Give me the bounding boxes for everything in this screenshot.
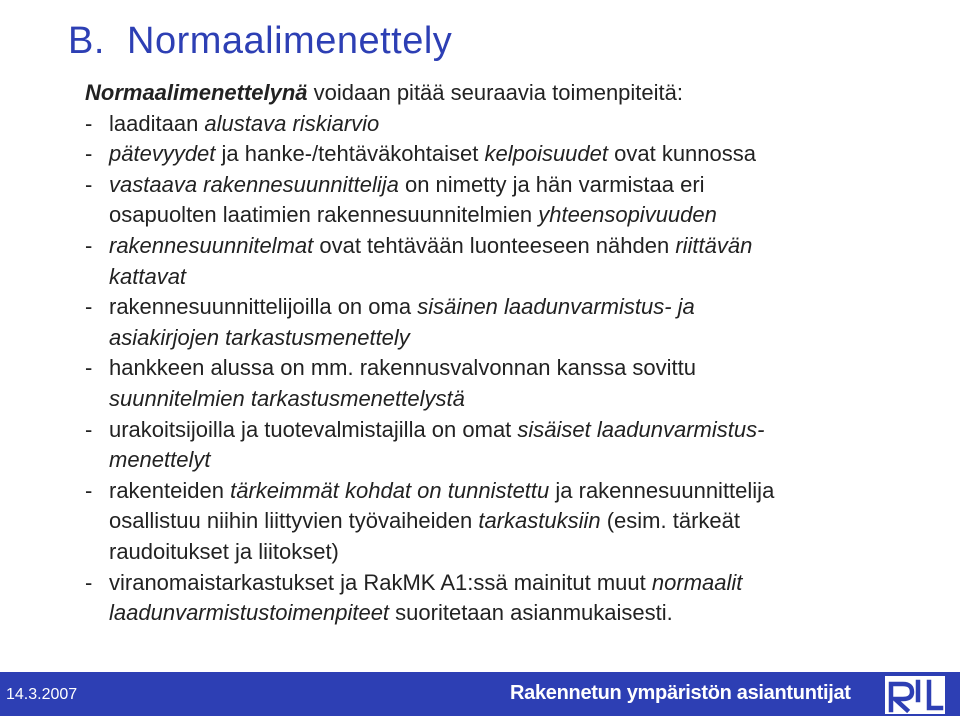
list-item-continuation: menettelyt xyxy=(109,447,211,473)
footer-bar xyxy=(0,672,960,716)
list-item-continuation: suunnitelmien tarkastusmenettelystä xyxy=(109,385,465,411)
list-item-continuation: kattavat xyxy=(109,263,187,289)
slide-title: B. Normaalimenettely xyxy=(68,20,453,62)
list-item-continuation: osallistuu niihin liittyvien työvaiheiden tarkastuksiin (esim. tärkeät xyxy=(109,508,740,534)
list-item: - hankkeen alussa on mm. rakennusvalvonnan kanssa sovittu xyxy=(85,355,697,381)
intro-line: Normaalimenettelynä voidaan pitää seuraavia toimenpiteitä: xyxy=(85,80,683,105)
list-item-continuation: laadunvarmistustoimenpiteet suoritetaan asianmukaisesti. xyxy=(109,600,673,626)
list-item: - pätevyydet ja hanke-/tehtäväkohtaiset kelpoisuudet ovat kunnossa xyxy=(85,141,756,167)
list-item: - laaditaan alustava riskiarvio xyxy=(85,110,380,136)
ril-logo-icon xyxy=(885,676,945,714)
intro-term: Normaalimenettelynä xyxy=(85,80,308,105)
list-item: - rakennesuunnitelmat ovat tehtävään luonteeseen nähden riittävän xyxy=(85,232,753,258)
footer-date: 14.3.2007 xyxy=(6,686,78,703)
list-item: - rakennesuunnittelijoilla on oma sisäinen laadunvarmistus- ja xyxy=(85,294,695,320)
list-item: - vastaava rakennesuunnittelija on nimetty ja hän varmistaa eri xyxy=(85,171,705,197)
list-item: - urakoitsijoilla ja tuotevalmistajilla on omat sisäiset laadunvarmistus- xyxy=(85,416,765,442)
list-item-continuation: raudoitukset ja liitokset) xyxy=(109,538,339,564)
list-item: - rakenteiden tärkeimmät kohdat on tunnistettu ja rakennesuunnittelija xyxy=(85,477,775,503)
list-item: - viranomaistarkastukset ja RakMK A1:ssä mainitut muut normaalit xyxy=(85,569,743,595)
slide-content xyxy=(85,78,945,629)
list-item-continuation: osapuolten laatimien rakennesuunnitelmien yhteensopivuuden xyxy=(109,202,717,228)
list-item-continuation: asiakirjojen tarkastusmenettely xyxy=(109,324,410,350)
footer-organization: Rakennetun ympäristön asiantuntijat xyxy=(510,682,851,704)
